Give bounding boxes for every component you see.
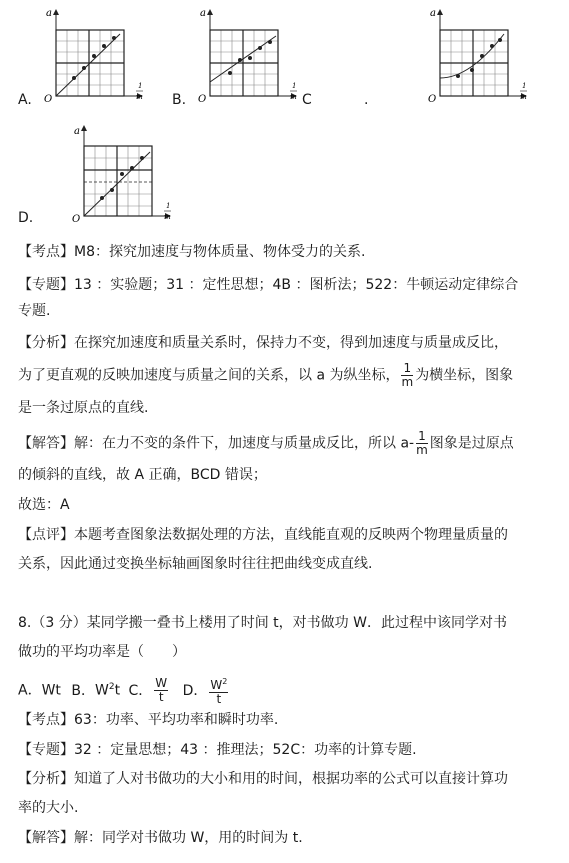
graph-c-x-den: m [520,93,527,101]
graph-c-svg [400,0,560,110]
option-c-label: C [302,92,312,108]
q8-option-d-num [209,675,228,693]
graph-a-origin: O [44,94,53,105]
graph-d-x-num: 1 [166,202,171,210]
option-d-label: D. [18,210,34,226]
q8-option-b-t: t [114,682,121,699]
q8-option-d-label: D． [182,682,208,699]
q8-jieda: 【解答】解：同学对书做功 W，用的时间为 t. [18,830,303,846]
q8-options [18,672,230,706]
q8-option-c-fraction [154,677,168,704]
q7-fenxi-line1: 【分析】在探究加速度和质量关系时，保持力不变，得到加速度与质量成反比， [18,335,508,351]
q8-zhuanti: 【专题】32 ：定量思想；43 ：推理法；52C：功率的计算专题. [18,742,417,758]
q8-option-b-label: B． [71,682,95,699]
graph-option-a [0,0,160,110]
q7-fenxi-line2-b: 为横坐标，图象 [415,367,514,384]
option-b-label: B. [172,92,187,108]
q8-stem-line2: 做功的平均功率是（ ） [18,644,186,660]
q7-fenxi-line2 [18,362,513,389]
graph-c-y-label: a [430,8,436,19]
q7-dianping-line1: 【点评】本题考查图象法数据处理的方法，直线能直观的反映两个物理量质量的 [18,527,508,543]
graph-option-b [160,0,320,110]
q7-jieda-line1-a: 【解答】解：在力不变的条件下，加速度与质量成反比，所以 a- [18,435,415,452]
graph-a-x-num: 1 [138,82,143,90]
graph-b-y-label: a [200,8,206,19]
q7-kaodian: 【考点】M8：探究加速度与物体质量、物体受力的关系. [18,244,366,260]
q8-option-d-fraction [209,675,228,706]
option-c-dot: . [364,92,369,108]
graph-option-d [0,118,190,228]
q7-jieda-fraction [416,430,428,457]
q8-fenxi-line1: 【分析】知道了人对书做功的大小和用的时间，根据功率的公式可以直接计算功 [18,771,508,787]
graph-c-x-num: 1 [522,82,527,90]
q8-option-c-label: C． [128,682,153,699]
q7-jieda-line2: 的倾斜的直线，故 A 正确，BCD 错误； [18,467,267,483]
q7-zhuanti-line1: 【专题】13 ：实验题；31 ：定性思想；4B ：图析法；522：牛顿运动定律综合 [18,277,519,293]
graph-d-x-den: m [164,213,171,221]
q8-fenxi-line2: 率的大小. [18,800,79,816]
q8-option-a: A．Wt [18,682,61,699]
q7-fenxi-line2-a: 为了更直观的反映加速度与质量之间的关系，以 a 为纵坐标， [18,367,400,384]
q8-option-c-den: t [158,690,164,705]
graph-d-y-label: a [74,126,80,137]
graph-b-x-den: m [290,93,297,101]
q7-jieda-frac-den: m [416,443,428,457]
q8-option-d-num-w: W [210,678,223,693]
q8-kaodian: 【考点】63：功率、平均功率和瞬时功率. [18,712,279,728]
q7-fenxi-frac-den: m [401,375,414,389]
q8-stem-line1: 8.（3 分）某同学搬一叠书上楼用了时间 t，对书做功 W．此过程中该同学对书 [18,615,507,631]
graph-option-c [400,0,560,110]
q7-jieda-line1-b: 图象是过原点 [429,435,514,452]
q7-fenxi-fraction [401,362,413,389]
option-a-label: A. [18,92,32,108]
q7-jieda-line1 [18,430,514,457]
q8-option-c-num: W [155,676,168,691]
graph-c-origin: O [428,94,437,105]
graph-a-y-label: a [46,8,52,19]
q8-option-d-den: t [216,692,222,707]
q8-option-d-num-exp: 2 [222,677,228,687]
graph-b-x-num: 1 [292,82,297,90]
q7-zhuanti-line2: 专题. [18,303,51,319]
q7-answer: 故选：A [18,497,70,513]
q7-fenxi-frac-num: 1 [401,362,413,376]
graph-d-origin: O [72,214,81,225]
q8-option-b-exp: 2 [108,682,115,692]
q7-jieda-frac-num: 1 [416,430,428,444]
q8-option-b-w: W [94,682,109,699]
q7-dianping-line2: 关系，因此通过变换坐标轴画图象时往往把曲线变成直线. [18,556,373,572]
q7-fenxi-line3: 是一条过原点的直线. [18,400,149,416]
graph-b-origin: O [198,94,207,105]
graph-a-x-den: m [136,93,143,101]
